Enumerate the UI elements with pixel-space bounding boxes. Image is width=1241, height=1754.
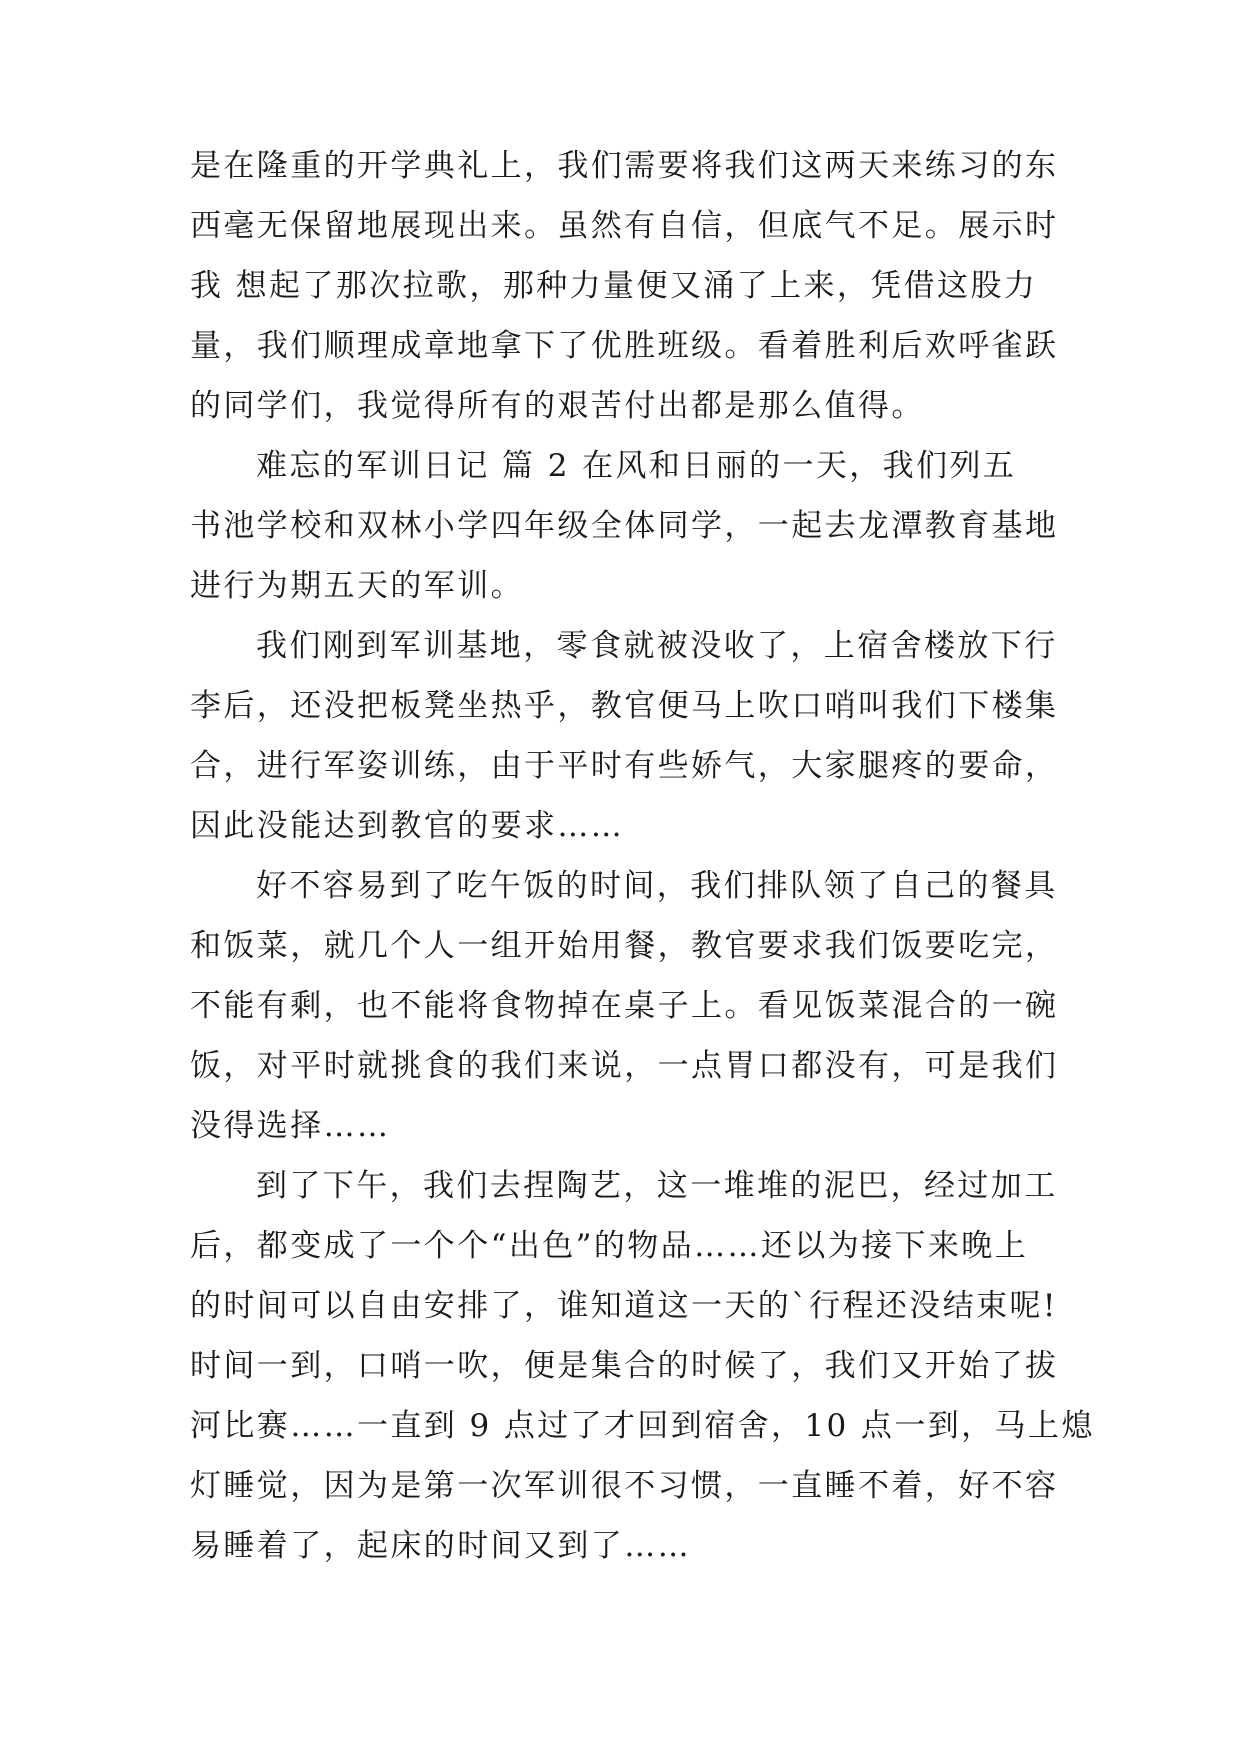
text-line: 因此没能达到教官的要求…… bbox=[190, 808, 625, 844]
paragraph-start-line: 好不容易到了吃午饭的时间，我们排队领了自己的餐具 bbox=[256, 868, 1058, 904]
text-line: 后，都变成了一个个“出色”的物品……还以为接下来晚上 bbox=[190, 1228, 1029, 1264]
text-line: 的时间可以自由安排了，谁知道这一天的`行程还没结束呢! bbox=[190, 1288, 1058, 1324]
text-line: 没得选择…… bbox=[190, 1108, 391, 1144]
text-line: 李后，还没把板凳坐热乎，教官便马上吹口哨叫我们下楼集 bbox=[190, 688, 1059, 724]
text-line: 的同学们，我觉得所有的艰苦付出都是那么值得。 bbox=[190, 388, 925, 424]
text-line: 和饭菜，就几个人一组开始用餐，教官要求我们饭要吃完， bbox=[190, 928, 1059, 964]
text-line: 量，我们顺理成章地拿下了优胜班级。看着胜利后欢呼雀跃 bbox=[190, 328, 1059, 364]
text-line: 我 想起了那次拉歌，那种力量便又涌了上来，凭借这股力 bbox=[190, 268, 1038, 304]
text-line: 灯睡觉，因为是第一次军训很不习惯，一直睡不着，好不容 bbox=[190, 1468, 1059, 1504]
text-line: 时间一到，口哨一吹，便是集合的时候了，我们又开始了拔 bbox=[190, 1348, 1059, 1384]
section-heading-line: 难忘的军训日记 篇 2 在风和日丽的一天，我们列五 bbox=[256, 448, 1017, 484]
text-line: 饭，对平时就挑食的我们来说，一点胃口都没有，可是我们 bbox=[190, 1048, 1059, 1084]
text-line: 河比赛……一直到 9 点过了才回到宿舍，10 点一到，马上熄 bbox=[190, 1408, 1095, 1444]
text-line: 是在隆重的开学典礼上，我们需要将我们这两天来练习的东 bbox=[190, 148, 1059, 184]
text-line: 易睡着了，起床的时间又到了…… bbox=[190, 1528, 691, 1564]
text-line: 不能有剩，也不能将食物掉在桌子上。看见饭菜混合的一碗 bbox=[190, 988, 1059, 1024]
article-body bbox=[190, 136, 1095, 1576]
text-line: 合，进行军姿训练，由于平时有些娇气，大家腿疼的要命， bbox=[190, 748, 1059, 784]
text-line: 书池学校和双林小学四年级全体同学，一起去龙潭教育基地 bbox=[190, 508, 1059, 544]
paragraph-start-line: 到了下午，我们去捏陶艺，这一堆堆的泥巴，经过加工 bbox=[256, 1168, 1058, 1204]
text-line: 西毫无保留地展现出来。虽然有自信，但底气不足。展示时 bbox=[190, 208, 1059, 244]
text-line: 进行为期五天的军训。 bbox=[190, 568, 524, 604]
paragraph-start-line: 我们刚到军训基地，零食就被没收了，上宿舍楼放下行 bbox=[256, 628, 1058, 664]
